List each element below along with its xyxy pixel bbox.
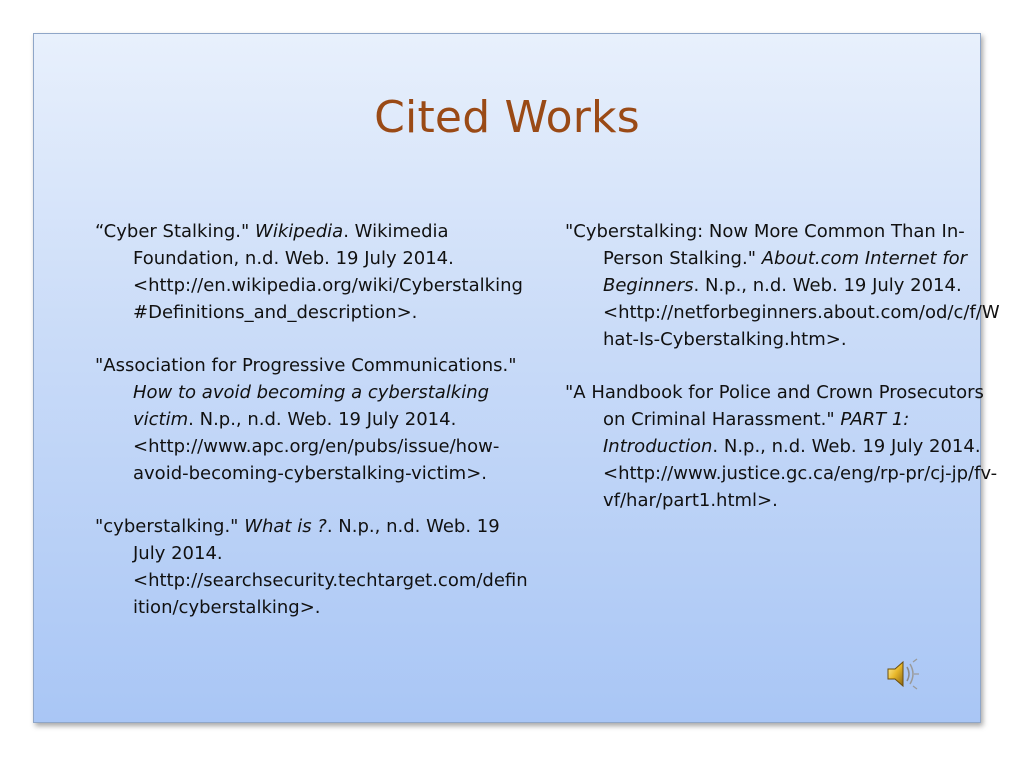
reference-text: "cyberstalking." bbox=[95, 516, 245, 537]
reference-details: . Wikimedia Foundation, n.d. Web. 19 July 2014. <http://en.wikipedia.org/wiki/Cyberstalking#Definitions_and_description>. bbox=[133, 221, 523, 323]
reference-text: "Cyberstalking: Now More Common Than In-Person Stalking." bbox=[565, 221, 965, 269]
reference-item bbox=[565, 379, 1001, 514]
reference-details: . N.p., n.d. Web. 19 July 2014. <http://www.justice.gc.ca/eng/rp-pr/cj-jp/fv-vf/har/part1.html>. bbox=[603, 436, 998, 511]
references-right-column bbox=[565, 218, 1001, 540]
slide-title: Cited Works bbox=[374, 92, 640, 143]
reference-item bbox=[95, 513, 529, 621]
reference-item bbox=[565, 218, 1001, 353]
reference-source-title: Wikipedia bbox=[255, 221, 344, 242]
reference-details: . N.p., n.d. Web. 19 July 2014. <http://netforbeginners.about.com/od/c/f/What-Is-Cyberstalking.htm>. bbox=[603, 275, 1000, 350]
reference-source-title: What is ? bbox=[244, 516, 327, 537]
speaker-sound-icon[interactable] bbox=[884, 656, 920, 692]
reference-item bbox=[95, 218, 529, 326]
slide bbox=[33, 33, 1000, 723]
reference-details: . N.p., n.d. Web. 19 July 2014. <http://searchsecurity.techtarget.com/definition/cyberstalking>. bbox=[133, 516, 528, 618]
reference-details: . N.p., n.d. Web. 19 July 2014. <http://www.apc.org/en/pubs/issue/how-avoid-becoming-cyberstalking-victim>. bbox=[133, 409, 500, 484]
references-left-column bbox=[95, 218, 529, 647]
reference-text: "Association for Progressive Communications." bbox=[95, 355, 517, 376]
reference-item bbox=[95, 352, 529, 487]
reference-source-title: PART 1: Introduction bbox=[603, 409, 910, 457]
reference-text: "A Handbook for Police and Crown Prosecutors on Criminal Harassment." bbox=[565, 382, 984, 430]
reference-source-title: About.com Internet for Beginners bbox=[603, 248, 968, 296]
reference-text: “Cyber Stalking." bbox=[95, 221, 256, 242]
reference-source-title: How to avoid becoming a cyberstalking victim bbox=[133, 382, 490, 430]
